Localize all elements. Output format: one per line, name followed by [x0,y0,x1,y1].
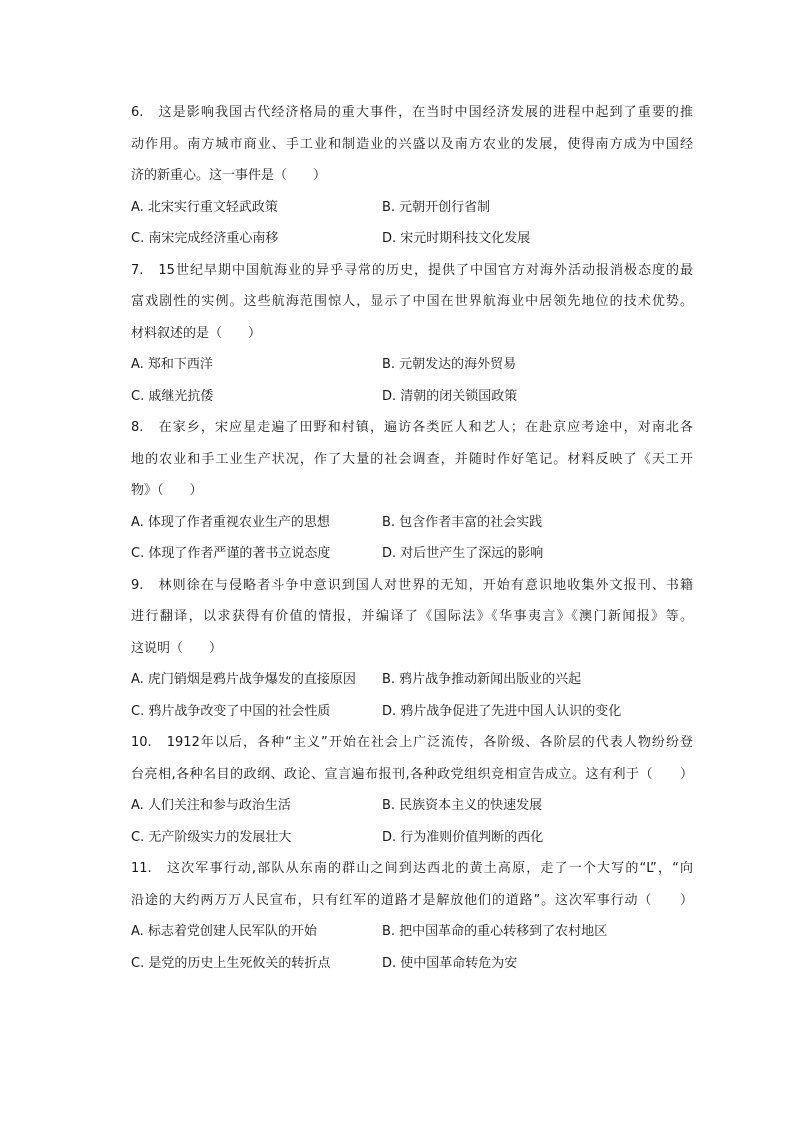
question-text-line: 动作用。南方城市商业、手工业和制造业的兴盛以及南方农业的发展，使得南方成为中国经 [131,136,693,152]
question-text-line: 6. 这是影响我国古代经济格局的重大事件，在当时中国经济发展的进程中起到了重要的推 [131,105,693,120]
question-text-line: 沿途的大约两万万人民宣布，只有红军的道路才是解放他们的道路”。这次军事行动（ ） [131,892,693,908]
question-text-line: 台亮相,各种名目的政纲、政论、宣言遍布报刊,各种政党组织竞相宣告成立。这有利于（ ） [131,766,693,782]
option-c: C. 无产阶级实力的发展壮大 [131,829,292,845]
option-a: A. 人们关注和参与政治生活 [131,798,291,813]
question-text-line: 地的农业和手工业生产状况，作了大量的社会调查，并随时作好笔记。材料反映了《天工开 [131,451,693,467]
option-d: D. 清朝的闭关锁国政策 [382,388,518,404]
options-row [131,916,693,948]
options-row [131,664,693,696]
option-a: A. 北宋实行重文轻武政策 [131,199,278,215]
options-row [131,696,693,728]
question-text-line: 济的新重心。这一事件是（ ） [131,168,327,183]
question-text-line: 8. 在家乡，宋应星走遍了田野和村镇，遍访各类匠人和艺人；在赴京应考途中，对南北各 [131,420,693,435]
question-9 [131,570,693,728]
options-row [131,192,693,224]
option-d: D. 对后世产生了深远的影响 [382,546,544,561]
option-d: D. 宋元时期科技文化发展 [382,231,531,246]
question-text-line: 9. 林则徐在与侵略者斗争中意识到国人对世界的无知，开始有意识地收集外文报刊、书籍 [131,577,693,593]
question-6 [131,97,693,255]
options-row [131,538,693,570]
question-text-line: 物》（ ） [131,483,203,498]
question-text-line: 材料叙述的是（ ） [131,325,262,341]
question-8 [131,412,693,570]
option-b: B. 元朝发达的海外贸易 [382,357,517,372]
option-a: A. 虎门销烟是鸦片战争爆发的直接原因 [131,672,356,687]
option-a: A. 标志着党创建人民军队的开始 [131,924,317,939]
question-text-line: 7. 15世纪早期中国航海业的异乎寻常的历史，提供了中国官方对海外活动报消极态度的最 [131,262,693,278]
option-c: C. 戚继光抗倭 [131,388,214,404]
question-7 [131,255,693,413]
options-row [131,223,693,255]
option-c: C. 体现了作者严谨的著书立说态度 [131,546,331,561]
option-d: D. 行为准则价值判断的西化 [382,829,544,845]
options-row [131,822,693,854]
question-text-line: 富戏剧性的实例。这些航海范围惊人，显示了中国在世界航海业中居领先地位的技术优势。 [131,294,693,309]
options-row [131,790,693,822]
option-b: B. 民族资本主义的快速发展 [382,798,543,813]
option-c: C. 鸦片战争改变了中国的社会性质 [131,703,331,719]
question-text-line: 进行翻译，以求获得有价值的情报，并编译了《国际法》《华事夷言》《澳门新闻报》等。 [131,609,693,624]
options-row [131,381,693,413]
question-text-line: 这说明（ ） [131,640,223,656]
option-b: B. 鸦片战争推动新闻出版业的兴起 [382,672,582,687]
question-10 [131,727,693,853]
option-c: C. 是党的历史上生死攸关的转折点 [131,955,331,971]
option-b: B. 包含作者丰富的社会实践 [382,514,543,530]
options-row [131,507,693,539]
option-b: B. 把中国革命的重心转移到了农村地区 [382,924,608,939]
question-list [131,97,693,979]
options-row [131,948,693,980]
option-c: C. 南宋完成经济重心南移 [131,231,279,246]
options-row [131,349,693,381]
option-d: D. 使中国革命转危为安 [382,955,518,971]
option-d: D. 鸦片战争促进了先进中国人认识的变化 [382,703,622,719]
option-a: A. 体现了作者重视农业生产的思想 [131,514,330,530]
option-b: B. 元朝开创行省制 [382,199,491,215]
question-text-line: 11. 这次军事行动,部队从东南的群山之间到达西北的黄土高原，走了一个大写的“L”，“向 [131,861,693,876]
question-11 [131,853,693,979]
question-text-line: 10. 1912年以后，各种“主义”开始在社会上广泛流传，各阶级、各阶层的代表人物纷纷登 [131,735,693,750]
option-a: A. 郑和下西洋 [131,357,213,372]
